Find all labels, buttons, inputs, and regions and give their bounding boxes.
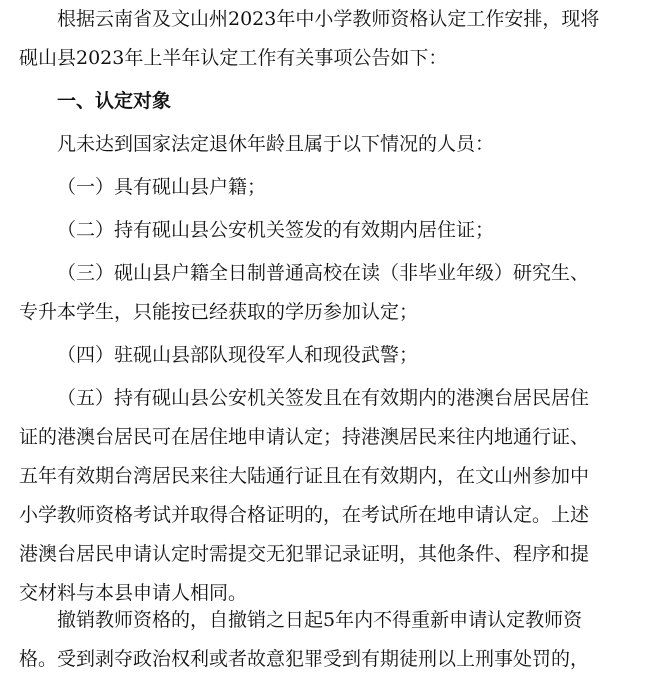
item-4-text: （四）驻砚山县部队现役军人和现役武警； bbox=[57, 344, 419, 366]
revocation-line-2: 格。受到剥夺政治权利或者故意犯罪受到有期徒刑以上刑事处罚的， bbox=[19, 648, 590, 670]
item-1 bbox=[19, 168, 639, 207]
intro-paragraph bbox=[19, 0, 639, 78]
item-3 bbox=[19, 254, 639, 332]
item-5-line-5: 港澳台居民申请认定时需提交无犯罪记录证明，其他条件、程序和提 bbox=[19, 543, 590, 565]
lead-in-paragraph bbox=[19, 125, 639, 164]
item-5-line-6: 交材料与本县申请人相同。 bbox=[19, 582, 248, 604]
revocation-paragraph bbox=[19, 601, 639, 679]
item-2-text: （二）持有砚山县公安机关签发的有效期内居住证； bbox=[57, 219, 495, 241]
intro-line-2: 砚山县2023年上半年认定工作有关事项公告如下： bbox=[19, 47, 448, 69]
item-4 bbox=[19, 336, 639, 375]
item-5-line-2: 证的港澳台居民可在居住地申请认定；持港澳居民来往内地通行证、 bbox=[19, 426, 590, 448]
item-3-line-2: 专升本学生，只能按已经获取的学历参加认定； bbox=[19, 301, 419, 323]
item-5 bbox=[19, 379, 639, 613]
item-2 bbox=[19, 211, 639, 250]
item-1-text: （一）具有砚山县户籍； bbox=[57, 176, 267, 198]
section-heading bbox=[19, 82, 639, 121]
revocation-line-1: 撤销教师资格的，自撤销之日起5年内不得重新申请认定教师资 bbox=[57, 609, 583, 631]
item-5-line-3: 五年有效期台湾居民来往大陆通行证且在有效期内，在文山州参加中 bbox=[19, 465, 590, 487]
lead-in-text: 凡未达到国家法定退休年龄且属于以下情况的人员： bbox=[57, 133, 495, 155]
item-5-line-4: 小学教师资格考试并取得合格证明的，在考试所在地申请认定。上述 bbox=[19, 504, 590, 526]
item-5-line-1: （五）持有砚山县公安机关签发且在有效期内的港澳台居民居住 bbox=[57, 387, 590, 409]
item-3-line-1: （三）砚山县户籍全日制普通高校在读（非毕业年级）研究生、 bbox=[57, 262, 590, 284]
section-heading-text: 一、认定对象 bbox=[57, 90, 172, 112]
intro-line-1: 根据云南省及文山州2023年中小学教师资格认定工作安排，现将 bbox=[57, 8, 600, 30]
